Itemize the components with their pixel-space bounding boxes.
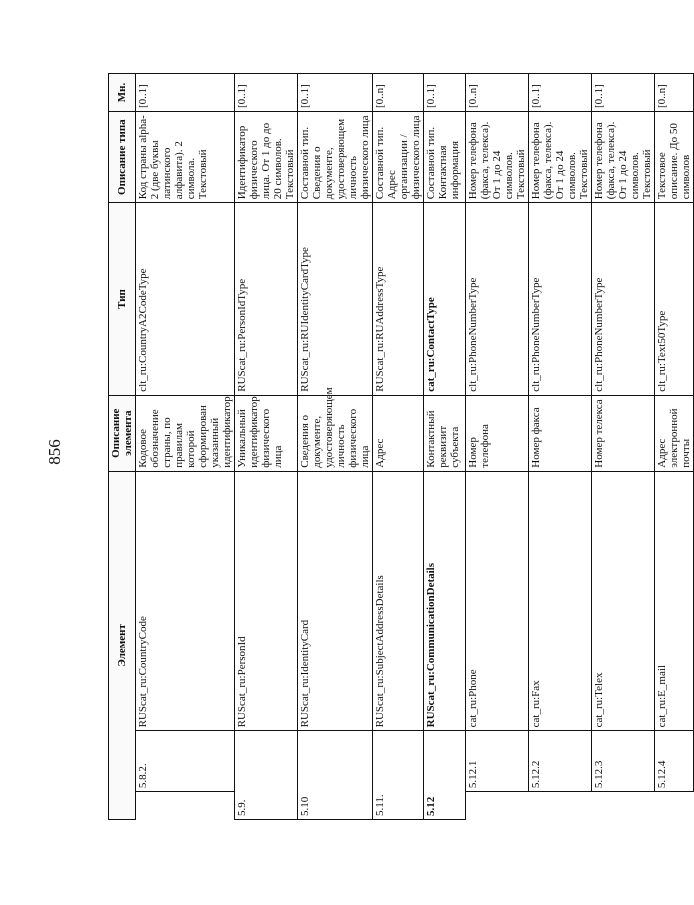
row-type: clt_ru:CountryA2CodeType (136, 203, 235, 396)
row-element: RUScat_ru:CountryCode (136, 471, 235, 731)
row-type: clt_ru:Text50Type (655, 203, 694, 396)
table-row (298, 74, 373, 820)
row-type: RUScat_ru:RUAddressType (373, 203, 424, 396)
row-type-description: Номер телефона (факса, телекса). От 1 до 24 символов. Текстовый (529, 112, 592, 203)
row-multiplicity: [0..1] (136, 74, 235, 112)
row-element: RUScat_ru:SubjectAddressDetails (373, 471, 424, 731)
rotated-table-container (108, 73, 692, 820)
row-description: Кодовое обозначение страны, по правилам которой сформирован указанный идентификатор (136, 395, 235, 471)
row-multiplicity: [0..n] (373, 74, 424, 112)
row-number: 5.12.4 (655, 731, 694, 792)
table-row (529, 74, 592, 820)
row-number: 5.11. (373, 731, 424, 820)
header-multiplicity: Мн. (109, 74, 136, 112)
row-number: 5.12.3 (592, 731, 655, 792)
row-type: RUScat_ru:RUIdentityCardType (298, 203, 373, 396)
row-type: cat_ru:ContactType (424, 203, 466, 396)
indent-cell (655, 792, 694, 820)
row-type-description: Идентификатор физического лица. От 1 до до 20 символов. Текстовый (235, 112, 298, 203)
row-description: Сведения о документе, удостоверяющем личность физического лица (298, 395, 373, 471)
row-type-description: Текстовое описание. До 50 символов (655, 112, 694, 203)
row-multiplicity: [0..1] (592, 74, 655, 112)
row-description: Номер факса (529, 395, 592, 471)
row-number: 5.9. (235, 731, 298, 820)
table-row (592, 74, 655, 820)
row-type: clt_ru:PhoneNumberType (592, 203, 655, 396)
row-number: 5.12.1 (466, 731, 529, 792)
header-description: Описание элемента (109, 395, 136, 471)
row-element: cat_ru:Telex (592, 471, 655, 731)
row-type-description: Код страны alpha-2 (две буквы латинского алфавита). 2 символа. Текстовый (136, 112, 235, 203)
row-multiplicity: [0..1] (529, 74, 592, 112)
table-row (373, 74, 424, 820)
header-element: Элемент (109, 471, 136, 819)
row-number: 5.12 (424, 731, 466, 820)
table-row (466, 74, 529, 820)
header-type: Тип (109, 203, 136, 396)
row-type: RUScat_ru:PersonIdType (235, 203, 298, 396)
indent-cell (529, 792, 592, 820)
row-number: 5.10 (298, 731, 373, 820)
table-row (655, 74, 694, 820)
row-element: cat_ru:E_mail (655, 471, 694, 731)
row-type-description: Номер телефона (факса, телекса). От 1 до 24 символов. Текстовый (466, 112, 529, 203)
row-description: Номер телефона (466, 395, 529, 471)
row-element: RUScat_ru:CommunicationDetails (424, 471, 466, 731)
table-row (424, 74, 466, 820)
row-description: Адрес электронной почты (655, 395, 694, 471)
row-number: 5.8.2. (136, 731, 235, 792)
row-element: RUScat_ru:IdentityCard (298, 471, 373, 731)
row-description: Адрес (373, 395, 424, 471)
table-row (136, 74, 235, 820)
row-description: Номер телекса (592, 395, 655, 471)
row-multiplicity: [0..n] (466, 74, 529, 112)
row-multiplicity: [0..1] (235, 74, 298, 112)
row-element: cat_ru:Phone (466, 471, 529, 731)
row-description: Уникальный идентификатор физического лица (235, 395, 298, 471)
row-type-description: Номер телефона (факса, телекса). От 1 до 24 символов. Текстовый (592, 112, 655, 203)
row-multiplicity: [0..1] (424, 74, 466, 112)
row-element: cat_ru:Fax (529, 471, 592, 731)
row-multiplicity: [0..n] (655, 74, 694, 112)
row-description: Контактный реквизит субъекта (424, 395, 466, 471)
indent-cell (592, 792, 655, 820)
row-multiplicity: [0..1] (298, 74, 373, 112)
table-header-row (109, 74, 136, 820)
header-type-description: Описание типа (109, 112, 136, 203)
row-type-description: Составной тип. Адрес организации / физического лица (373, 112, 424, 203)
row-element: RUScat_ru:PersonId (235, 471, 298, 731)
row-type: clt_ru:PhoneNumberType (529, 203, 592, 396)
table-row (235, 74, 298, 820)
indent-cell (136, 792, 235, 820)
indent-cell (466, 792, 529, 820)
row-type-description: Составной тип. Контактная информация (424, 112, 466, 203)
row-type: clt_ru:PhoneNumberType (466, 203, 529, 396)
element-table (108, 73, 694, 820)
row-number: 5.12.2 (529, 731, 592, 792)
page-number: 856 (45, 439, 64, 465)
row-type-description: Составной тип. Сведения о документе, удостоверяющем личность физического лица (298, 112, 373, 203)
